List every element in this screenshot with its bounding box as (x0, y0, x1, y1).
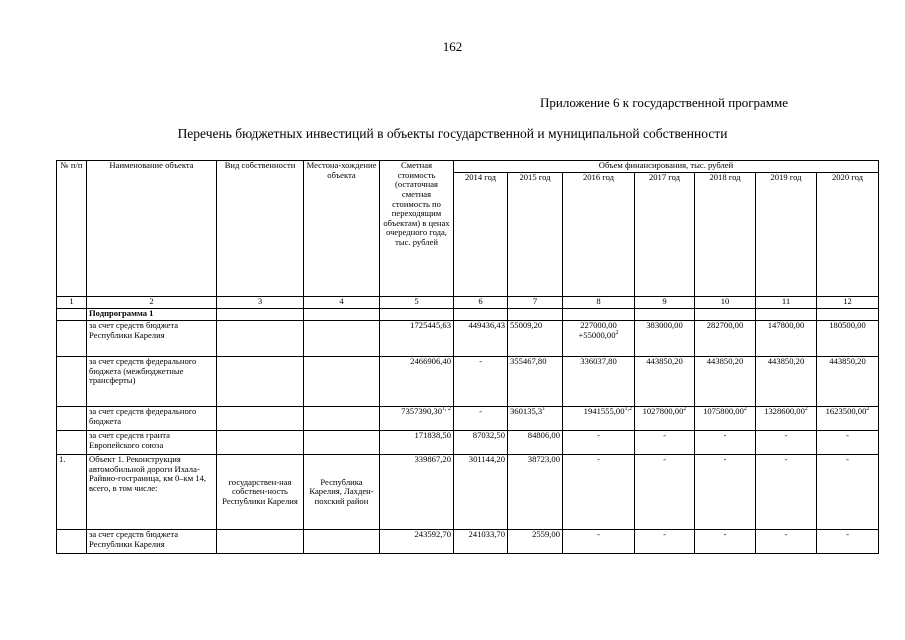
row-location (304, 321, 380, 357)
footnote-mark: 2 (683, 406, 687, 413)
row-num (57, 357, 87, 407)
row-num (57, 321, 87, 357)
row-location (304, 357, 380, 407)
appendix-label: Приложение 6 к государственной программе (540, 95, 789, 110)
header-location: Местона-хождение объекта (304, 161, 380, 297)
row-2015: 55009,20 (508, 321, 563, 357)
footnote-mark: 1, 2 (442, 406, 451, 413)
row-2019: - (756, 455, 817, 530)
row-2019: 1328600,00$^2$ (756, 407, 817, 431)
row-2015: 360135,3$^1$ (508, 407, 563, 431)
header-year: 2015 год (508, 173, 563, 297)
row-cost: 1725445,63 (380, 321, 454, 357)
row-2017: - (635, 431, 695, 455)
row-2015: 355467,80 (508, 357, 563, 407)
row-2020: - (817, 530, 879, 554)
subprogram-row (57, 309, 879, 321)
column-number: 1 (57, 297, 87, 309)
row-2014: 301144,20 (454, 455, 508, 530)
row-2020: 443850,20 (817, 357, 879, 407)
footnote-mark: 2 (804, 406, 808, 413)
row-2014: - (454, 407, 508, 431)
row-name: за счет средств бюджета Республики Карелия (87, 321, 217, 357)
footnote-mark: 2 (866, 406, 870, 413)
column-number: 11 (756, 297, 817, 309)
row-2015: 84806,00 (508, 431, 563, 455)
row-2019: - (756, 431, 817, 455)
row-2016: - (563, 455, 635, 530)
row-2019: 147800,00 (756, 321, 817, 357)
row-2020: - (817, 455, 879, 530)
page-number: 162 (442, 39, 463, 54)
row-2016: - (563, 530, 635, 554)
row-cost: 243592,70 (380, 530, 454, 554)
row-2014: - (454, 357, 508, 407)
row-cost: 171838,50 (380, 431, 454, 455)
column-number: 9 (635, 297, 695, 309)
header-funding: Объем финансирования, тыс. рублей (454, 161, 879, 173)
row-2017: 443850,20 (635, 357, 695, 407)
footnote-mark: 1 (542, 406, 546, 413)
footnote-mark: 1,2 (624, 406, 632, 413)
row-name: за счет средств гранта Европейского союза (87, 431, 217, 455)
header-year: 2014 год (454, 173, 508, 297)
header-ownership: Вид собственности (217, 161, 304, 297)
header-year: 2016 год (563, 173, 635, 297)
header-name: Наименование объекта (87, 161, 217, 297)
row-2016-value: 227000,00 (580, 320, 617, 330)
document-title: Перечень бюджетных инвестиций в объекты государственной и муниципальной собственности (177, 126, 728, 141)
column-number: 4 (304, 297, 380, 309)
column-number: 2 (87, 297, 217, 309)
row-name: за счет средств федерального бюджета (межбюджетные трансферты) (87, 357, 217, 407)
row-location (304, 407, 380, 431)
table-row (57, 431, 879, 455)
row-name: за счет средств бюджета Республики Карелия (87, 530, 217, 554)
column-number: 5 (380, 297, 454, 309)
row-2014: 449436,43 (454, 321, 508, 357)
table-row (57, 455, 879, 530)
row-2014: 87032,50 (454, 431, 508, 455)
row-num (57, 431, 87, 455)
row-ownership (217, 407, 304, 431)
row-2016 (563, 321, 635, 357)
subprogram-title: Подпрограмма 1 (87, 309, 217, 321)
row-num (57, 407, 87, 431)
row-2016-extra: +55000,00 (578, 329, 616, 340)
column-number: 10 (695, 297, 756, 309)
footnote-mark: 2 (743, 406, 747, 413)
row-2016: - (563, 431, 635, 455)
header-year: 2017 год (635, 173, 695, 297)
investment-table (56, 160, 879, 554)
row-ownership: государствен-ная собствен-ность Республики Карелия (217, 455, 304, 530)
row-2017: 1027800,00$^2$ (635, 407, 695, 431)
column-number: 3 (217, 297, 304, 309)
row-2020: 180500,00 (817, 321, 879, 357)
footnote-mark: 2 (615, 329, 619, 336)
row-name: за счет средств федерального бюджета (87, 407, 217, 431)
row-2018: - (695, 455, 756, 530)
header-cost: Сметная стоимость (остаточная сметная стоимость по переходящим объектам) в ценах очередного года, тыс. рублей (380, 161, 454, 297)
table-row (57, 321, 879, 357)
row-2018: 1075800,00$^2$ (695, 407, 756, 431)
header-row (57, 161, 879, 173)
row-ownership (217, 431, 304, 455)
header-year: 2019 год (756, 173, 817, 297)
row-2018: - (695, 431, 756, 455)
header-year: 2018 год (695, 173, 756, 297)
row-location (304, 431, 380, 455)
row-num: 1. (57, 455, 87, 530)
row-location: Республика Карелия, Лахден-похский район (304, 455, 380, 530)
row-2020: - (817, 431, 879, 455)
table-row (57, 530, 879, 554)
column-number-row (57, 297, 879, 309)
row-cost: 7357390,30$^{1, 2}$ (380, 407, 454, 431)
row-cost: 339867,20 (380, 455, 454, 530)
column-number: 7 (508, 297, 563, 309)
table-row (57, 357, 879, 407)
row-2016: 1941555,00$^{1,2}$ (563, 407, 635, 431)
row-ownership (217, 321, 304, 357)
row-ownership (217, 530, 304, 554)
row-name: Объект 1. Реконструкция автомобильной дороги Ихала-Райвио-госграница, км 0–км 14, всего, в том числе: (87, 455, 217, 530)
column-number: 6 (454, 297, 508, 309)
row-2019: - (756, 530, 817, 554)
row-2018: 282700,00 (695, 321, 756, 357)
column-number: 8 (563, 297, 635, 309)
row-cost: 2466906,40 (380, 357, 454, 407)
row-2018: - (695, 530, 756, 554)
header-num: № п/п (57, 161, 87, 297)
row-2019: 443850,20 (756, 357, 817, 407)
row-2015: 2559,00 (508, 530, 563, 554)
header-year: 2020 год (817, 173, 879, 297)
row-ownership (217, 357, 304, 407)
row-num (57, 530, 87, 554)
row-2020: 1623500,00$^2$ (817, 407, 879, 431)
table-row (57, 407, 879, 431)
row-location (304, 530, 380, 554)
column-number: 12 (817, 297, 879, 309)
row-2017: - (635, 530, 695, 554)
row-2017: - (635, 455, 695, 530)
row-2016: 336037,80 (563, 357, 635, 407)
row-2015: 38723,00 (508, 455, 563, 530)
row-2017: 383000,00 (635, 321, 695, 357)
row-2014: 241033,70 (454, 530, 508, 554)
row-2018: 443850,20 (695, 357, 756, 407)
